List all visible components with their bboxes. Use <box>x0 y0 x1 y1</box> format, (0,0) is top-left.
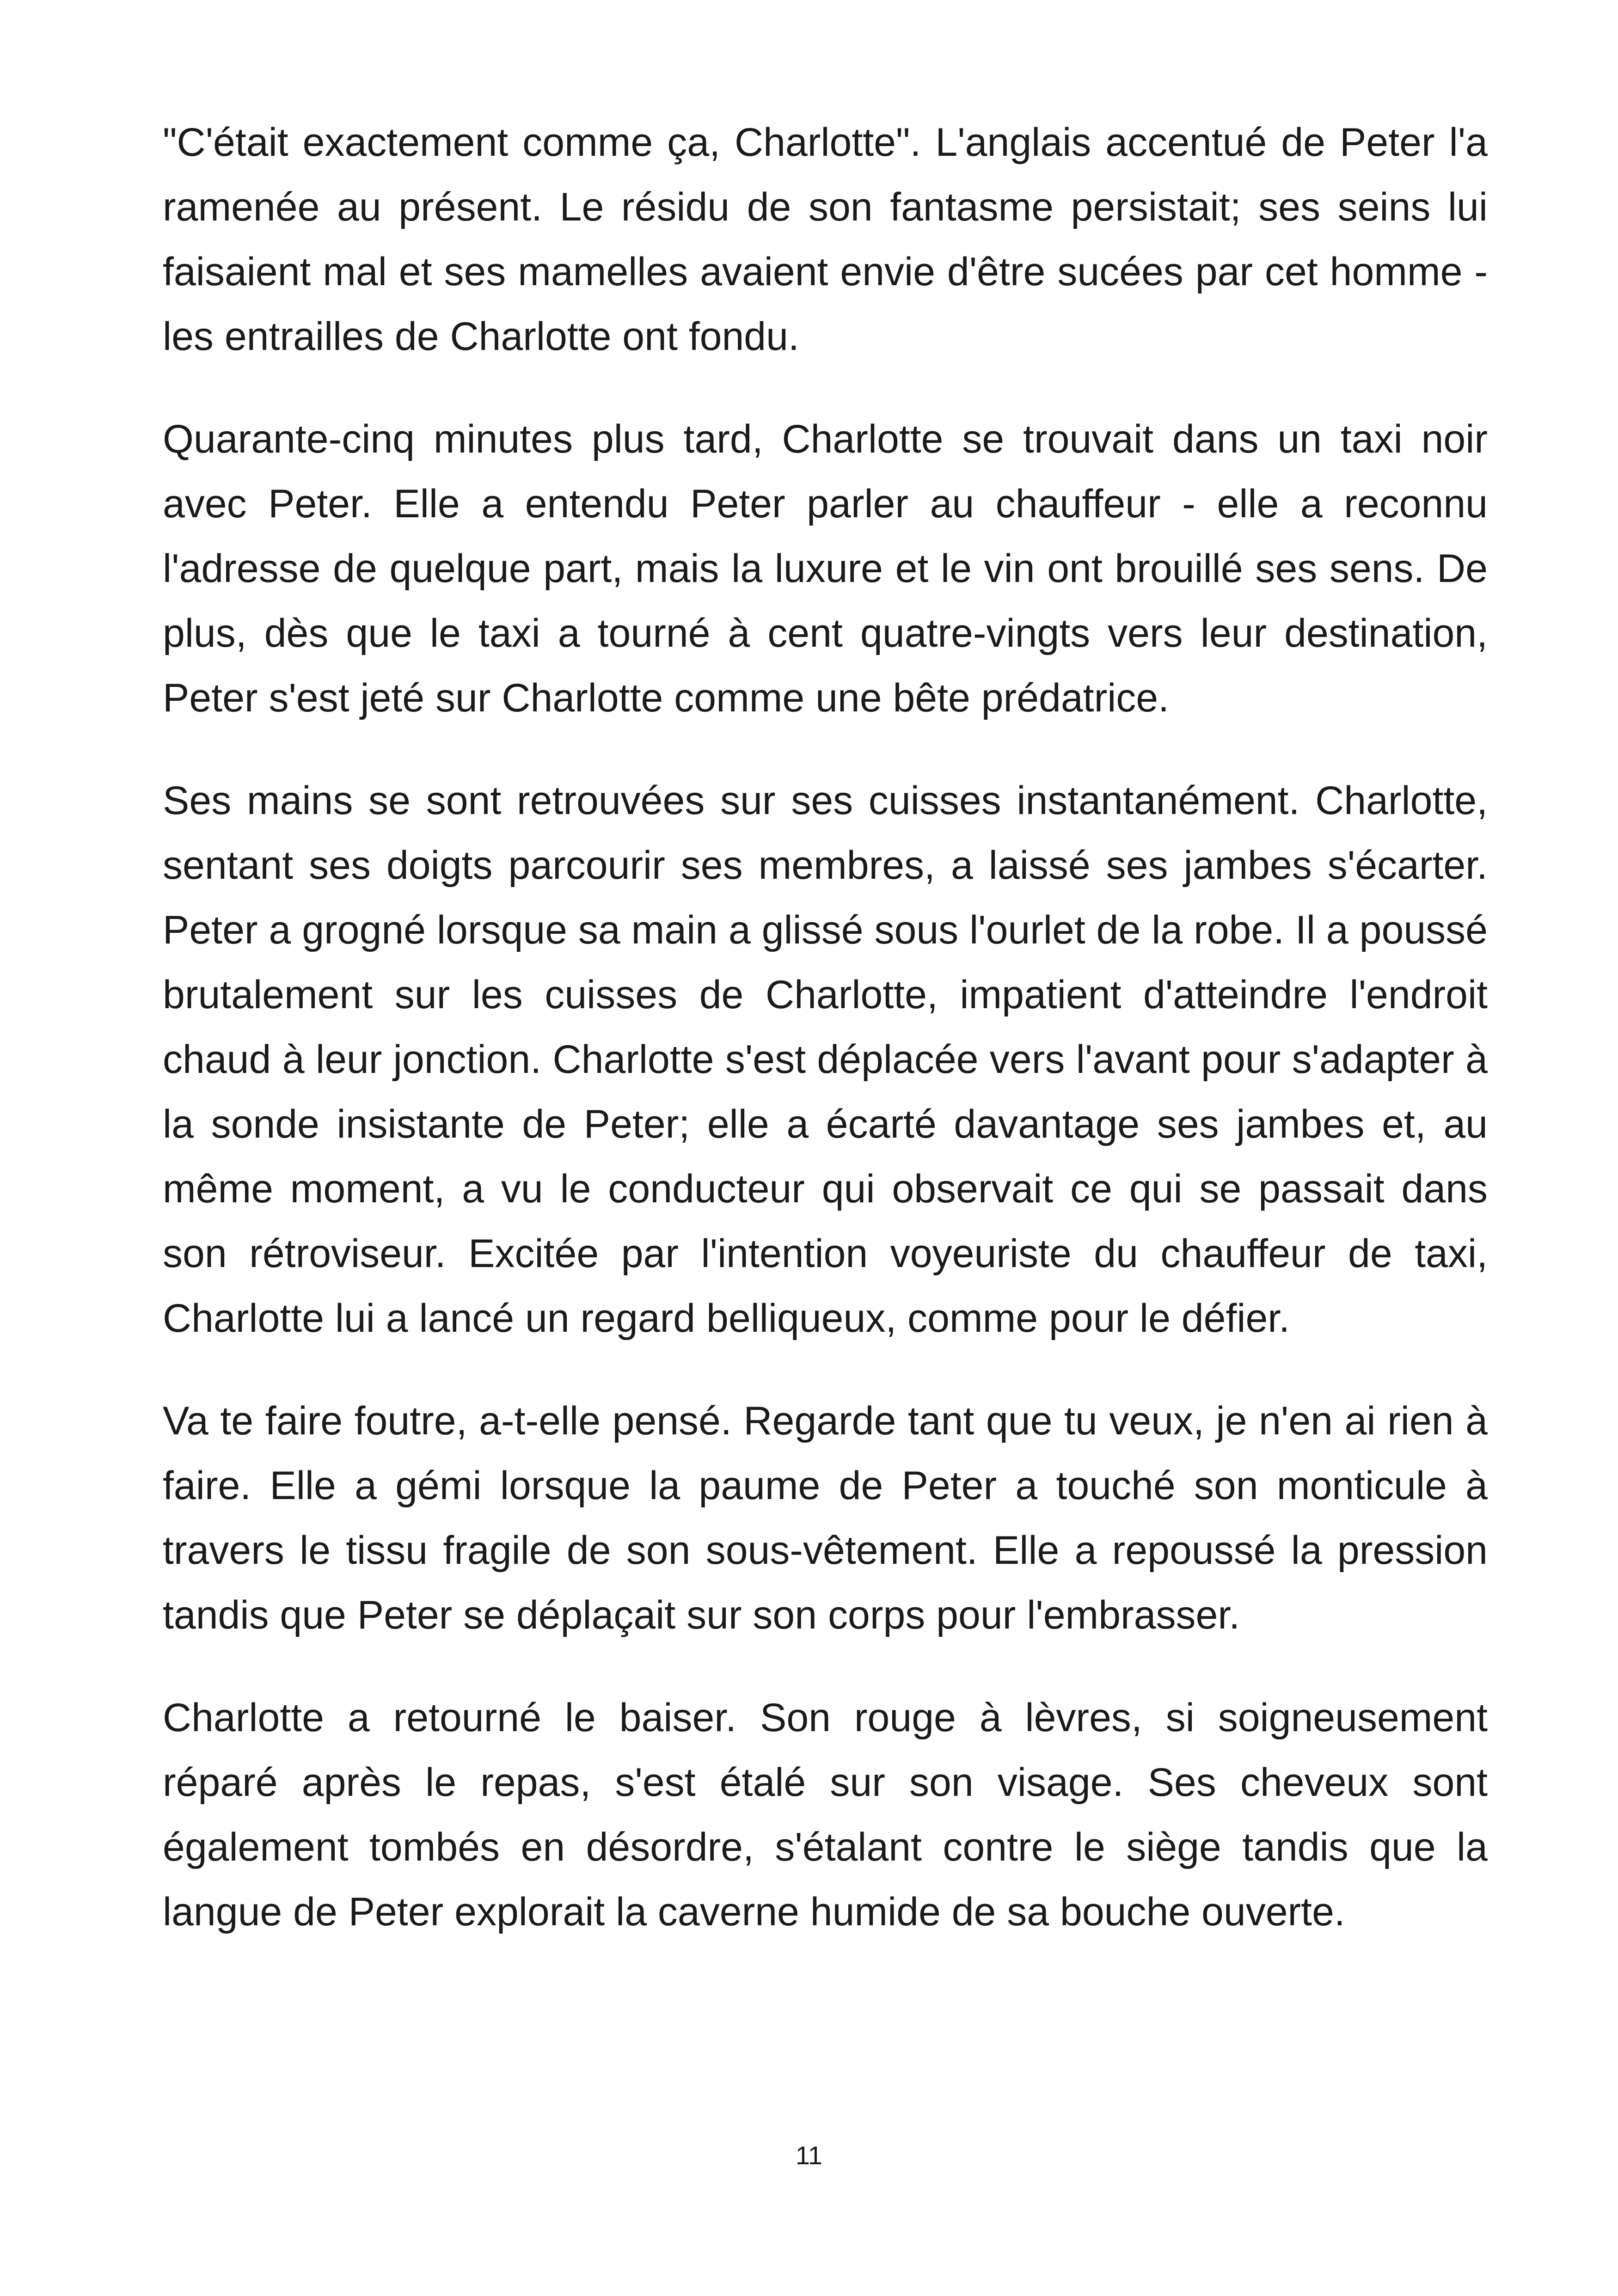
paragraph-5: Charlotte a retourné le baiser. Son rouge à lèvres, si soigneusement réparé après le repas, s'est étalé sur son visage. Ses cheveux sont également tombés en désordre, s'étalant contre le siège tandis que la langue de Peter explorait la caverne humide de sa bouche ouverte. <box>163 1696 1488 1934</box>
paragraph-2: Quarante-cinq minutes plus tard, Charlotte se trouvait dans un taxi noir avec Peter. Elle a entendu Peter parler au chauffeur - elle a reconnu l'adresse de quelque part, mais la luxure et le vin ont brouillé ses sens. De plus, dès que le taxi a tourné à cent quatre-vingts vers leur destination, Peter s'est jeté sur Charlotte comme une bête prédatrice. <box>163 417 1488 720</box>
paragraph-1: "C'était exactement comme ça, Charlotte". L'anglais accentué de Peter l'a ramenée au présent. Le résidu de son fantasme persistait; ses seins lui faisaient mal et ses mamelles avaient envie d'être sucées par cet homme - les entrailles de Charlotte ont fondu. <box>163 120 1488 359</box>
paragraph-4: Va te faire foutre, a-t-elle pensé. Regarde tant que tu veux, je n'en ai rien à faire. Elle a gémi lorsque la paume de Peter a touché son monticule à travers le tissu fragile de son sous-vêtement. Elle a repoussé la pression tandis que Peter se déplaçait sur son corps pour l'embrasser. <box>163 1399 1488 1637</box>
paragraph-3: Ses mains se sont retrouvées sur ses cuisses instantanément. Charlotte, sentant ses doigts parcourir ses membres, a laissé ses jambes s'écarter. Peter a grogné lorsque sa main a glissé sous l'ourlet de la robe. Il a poussé brutalement sur les cuisses de Charlotte, impatient d'atteindre l'endroit chaud à leur jonction. Charlotte s'est déplacée vers l'avant pour s'adapter à la sonde insistante de Peter; elle a écarté davantage ses jambes et, au même moment, a vu le conducteur qui observait ce qui se passait dans son rétroviseur. Excitée par l'intention voyeuriste du chauffeur de taxi, Charlotte lui a lancé un regard belliqueux, comme pour le défier. <box>163 778 1488 1341</box>
page-number: 11 <box>795 2141 823 2170</box>
body-text <box>163 110 1488 1982</box>
